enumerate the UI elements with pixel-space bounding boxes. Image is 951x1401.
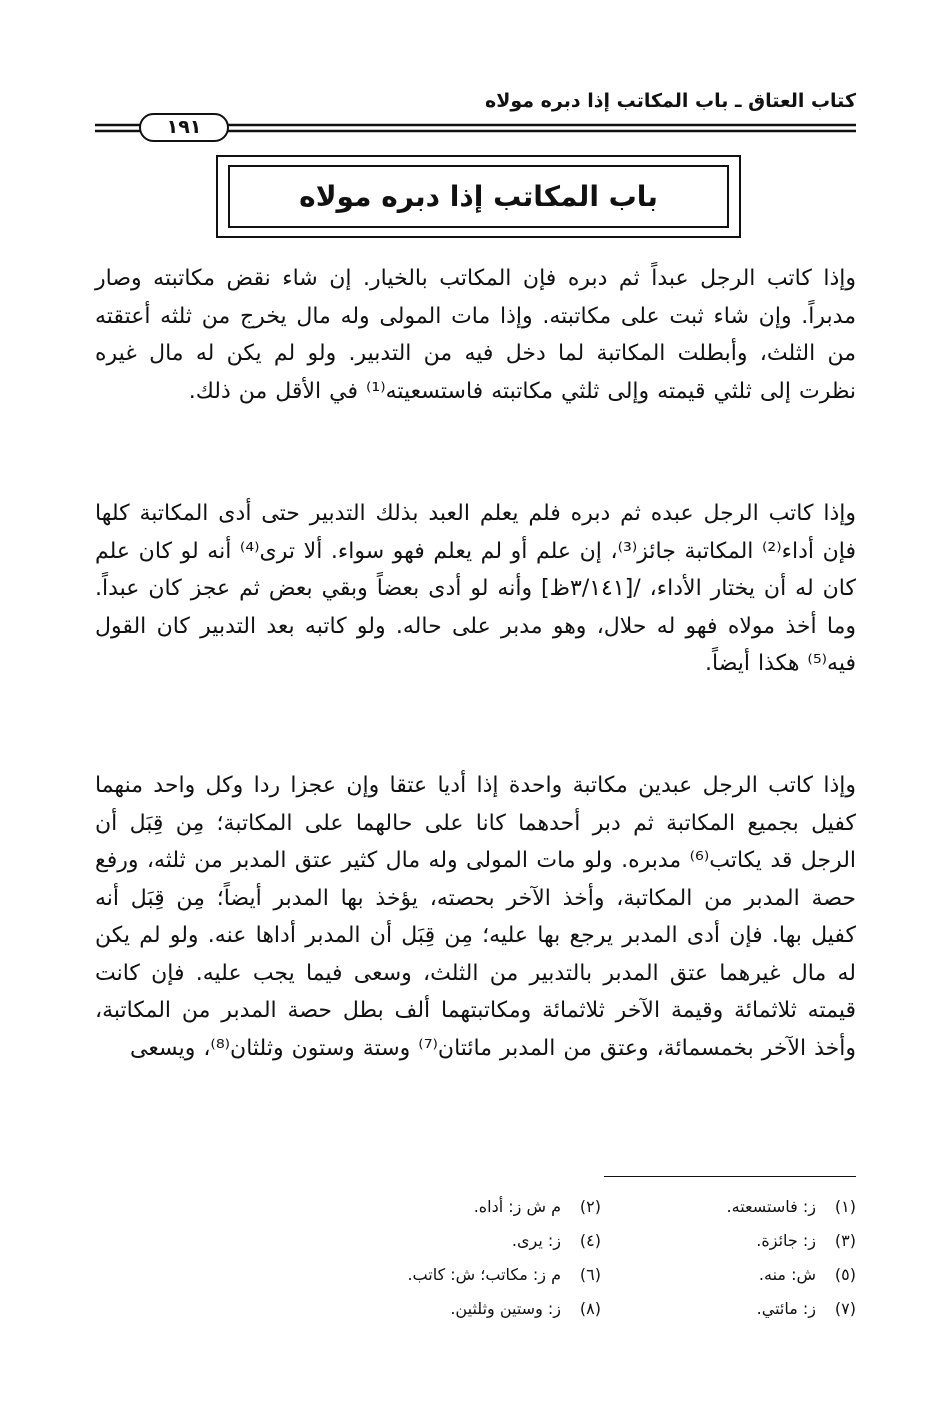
footnote-6 xyxy=(196,1258,601,1292)
footnote-text: ز: مائتي. xyxy=(756,1299,816,1318)
footnote-number: (٢) xyxy=(579,1197,601,1216)
running-header-title: كتاب العتاق ـ باب المكاتب إذا دبره مولاه xyxy=(485,90,856,112)
footnote-1 xyxy=(601,1190,856,1224)
footnote-number: (٤) xyxy=(579,1231,601,1250)
body-paragraph-3: وإذا كاتب الرجل عبدين مكاتبة واحدة إذا أديا عتقا وإن عجزا ردا وكل واحد منهما كفيل بجميع المكاتبة ثم دبر أحدهما كانا على حالهما على المكاتبة؛ مِن قِبَل أن الرجل قد يكاتب⁽⁶⁾ مدبره. ولو مات المولى وله مال كثير عتق المدبر من ثلثه، ورفع حصة المدبر من المكاتبة، وأخذ الآخر بحصته، يؤخذ بها المدبر أيضاً؛ مِن قِبَل أنه كفيل بها. فإن أدى المدبر يرجع بها عليه؛ مِن قِبَل أن المدبر أداها عنه. ولو لم يكن له مال غيرهما عتق المدبر بالتدبير من الثلث، وسعى فيما يجب عليه. فإن كانت قيمته ثلاثمائة وقيمة الآخر ثلاثمائة ومكاتبتهما ألف بطل حصة المدبر من المكاتبة، وأخذ الآخر بخمسمائة، وعتق من المدبر مائتان⁽⁷⁾ وستة وستون وثلثان⁽⁸⁾، ويسعى xyxy=(95,773,857,1061)
footnote-text: ز: فاستسعته. xyxy=(726,1197,816,1216)
footnote-2 xyxy=(196,1190,601,1224)
footnote-number: (٣) xyxy=(834,1231,856,1250)
footnote-text: م ز: مكاتب؛ ش: كاتب. xyxy=(407,1265,561,1284)
footnote-text: م ش ز: أداه. xyxy=(473,1197,561,1216)
footnote-5 xyxy=(601,1258,856,1292)
footnote-7 xyxy=(601,1292,856,1326)
body-paragraph-1: وإذا كاتب الرجل عبداً ثم دبره فإن المكاتب بالخيار. إن شاء نقض مكاتبته وصار مدبراً. وإن شاء ثبت على مكاتبته. وإذا مات المولى وله مال يخرج من ثلثه أعتقته من الثلث، وأبطلت المكاتبة لما دخل فيه من التدبير. ولو لم يكن له مال غيره نظرت إلى ثلثي قيمته وإلى ثلثي مكاتبته فاستسعيته⁽¹⁾ في الأقل من ذلك. xyxy=(95,266,856,404)
footnote-separator xyxy=(604,1176,856,1177)
footnote-text: ز: يرى. xyxy=(511,1231,561,1250)
footnote-4 xyxy=(196,1224,601,1258)
chapter-title-inner-frame xyxy=(228,165,729,228)
chapter-title: باب المكاتب إذا دبره مولاه xyxy=(299,179,658,213)
chapter-title-frame xyxy=(216,155,741,238)
footnote-text: ش: منه. xyxy=(758,1265,816,1284)
footnote-text: ز: جائزة. xyxy=(756,1231,816,1250)
footnotes-list xyxy=(196,1190,856,1326)
footnote-3 xyxy=(601,1224,856,1258)
footnote-number: (٧) xyxy=(834,1299,856,1318)
footnote-number: (٦) xyxy=(579,1265,601,1284)
footnote-number: (٥) xyxy=(834,1265,856,1284)
footnote-text: ز: وستين وثلثين. xyxy=(450,1299,561,1318)
footnote-number: (١) xyxy=(834,1197,856,1216)
footnote-8 xyxy=(196,1292,601,1326)
footnote-number: (٨) xyxy=(579,1299,601,1318)
page-number: ١٩١ xyxy=(139,113,229,142)
body-paragraph-2: وإذا كاتب الرجل عبده ثم دبره فلم يعلم العبد بذلك التدبير حتى أدى المكاتبة كلها فإن أداء⁽²⁾ المكاتبة جائز⁽³⁾، إن علم أو لم يعلم فهو سواء. ألا ترى⁽⁴⁾ أنه لو كان علم كان له أن يختار الأداء، /[٣/١٤١ظ] وأنه لو أدى بعضاً وبقي بعض ثم عجز كان عبداً. وما أخذ مولاه فهو له حلال، وهو مدبر على حاله. ولو كاتبه بعد التدبير كان القول فيه⁽⁵⁾ هكذا أيضاً. xyxy=(95,501,856,676)
